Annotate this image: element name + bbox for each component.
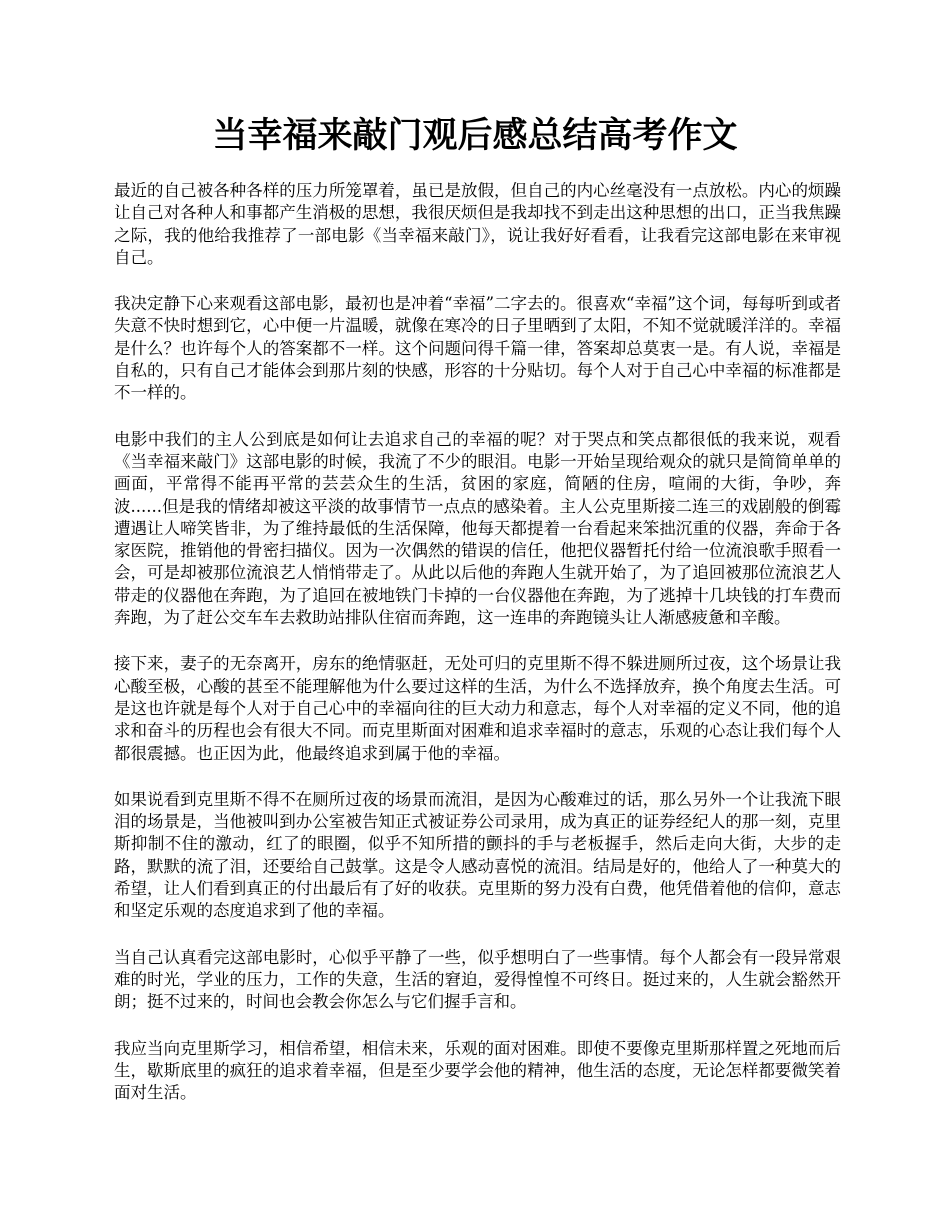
document-body: [114, 180, 841, 1128]
page-title: 当幸福来敲门观后感总结高考作文: [212, 116, 738, 156]
paragraph: 如果说看到克里斯不得不在厕所过夜的场景而流泪，是因为心酸难过的话，那么另外一个让我流下眼泪的场景是，当他被叫到办公室被告知正式被证券公司录用，成为真正的证券经纪人的那一刻，克里斯抑制不住的激动，红了的眼圈，似乎不知所措的颤抖的手与老板握手，然后走向大街，大步的走路，默默的流了泪，还要给自己鼓掌。这是令人感动喜悦的流泪。结局是好的，他给人了一种莫大的希望，让人们看到真正的付出最后有了好的收获。克里斯的努力没有白费，他凭借着他的信仰，意志和坚定乐观的态度追求到了他的幸福。: [114, 789, 841, 921]
paragraph: 我应当向克里斯学习，相信希望，相信未来，乐观的面对困难。即使不要像克里斯那样置之死地而后生，歇斯底里的疯狂的追求着幸福，但是至少要学会他的精神，他生活的态度，无论怎样都要微笑着面对生活。: [114, 1038, 841, 1103]
paragraph: 电影中我们的主人公到底是如何让去追求自己的幸福的呢？对于哭点和笑点都很低的我来说，观看《当幸福来敲门》这部电影的时候，我流了不少的眼泪。电影一开始呈现给观众的就只是简简单单的画面，平常得不能再平常的芸芸众生的生活，贫困的家庭，简陋的住房，喧闹的大街，争吵，奔波......但是我的情绪却被这平淡的故事情节一点点的感染着。主人公克里斯接二连三的戏剧般的倒霉遭遇让人啼笑皆非，为了维持最低的生活保障，他每天都提着一台看起来笨拙沉重的仪器，奔命于各家医院，推销他的骨密扫描仪。因为一次偶然的错误的信任，他把仪器暂托付给一位流浪歌手照看一会，可是却被那位流浪艺人悄悄带走了。从此以后他的奔跑人生就开始了，为了追回被那位流浪艺人带走的仪器他在奔跑，为了追回在被地铁门卡掉的一台仪器他在奔跑，为了逃掉十几块钱的打车费而奔跑，为了赶公交车车去救助站排队住宿而奔跑，这一连串的奔跑镜头让人渐感疲惫和辛酸。: [114, 429, 841, 628]
paragraph: 我决定静下心来观看这部电影，最初也是冲着“幸福”二字去的。很喜欢“幸福”这个词，每每听到或者失意不快时想到它，心中便一片温暖，就像在寒冷的日子里晒到了太阳，不知不觉就暖洋洋的。幸福是什么？也许每个人的答案都不一样。这个问题问得千篇一律，答案却总莫衷一是。有人说，幸福是自私的，只有自己才能体会到那片刻的快感，形容的十分贴切。每个人对于自己心中幸福的标准都是不一样的。: [114, 294, 841, 403]
paragraph: 最近的自己被各种各样的压力所笼罩着，虽已是放假，但自己的内心丝毫没有一点放松。内心的烦躁让自己对各种人和事都产生消极的思想，我很厌烦但是我却找不到走出这种思想的出口，正当我焦躁之际，我的他给我推荐了一部电影《当幸福来敲门》，说让我好好看看，让我看完这部电影在来审视自己。: [114, 181, 841, 267]
paragraph: 当自己认真看完这部电影时，心似乎平静了一些，似乎想明白了一些事情。每个人都会有一段异常艰难的时光，学业的压力，工作的失意，生活的窘迫，爱得惶惶不可终日。挺过来的，人生就会豁然开朗；挺不过来的，时间也会教会你怎么与它们握手言和。: [114, 947, 841, 1012]
paragraph: 接下来，妻子的无奈离开，房东的绝情驱赶，无处可归的克里斯不得不躲进厕所过夜，这个场景让我心酸至极，心酸的甚至不能理解他为什么要过这样的生活，为什么不选择放弃，换个角度去生活。可是这也许就是每个人对于自己心中的幸福向往的巨大动力和意志，每个人对幸福的定义不同，他的追求和奋斗的历程也会有很大不同。而克里斯面对困难和追求幸福时的意志，乐观的心态让我们每个人都很震撼。也正因为此，他最终追求到属于他的幸福。: [114, 654, 841, 763]
